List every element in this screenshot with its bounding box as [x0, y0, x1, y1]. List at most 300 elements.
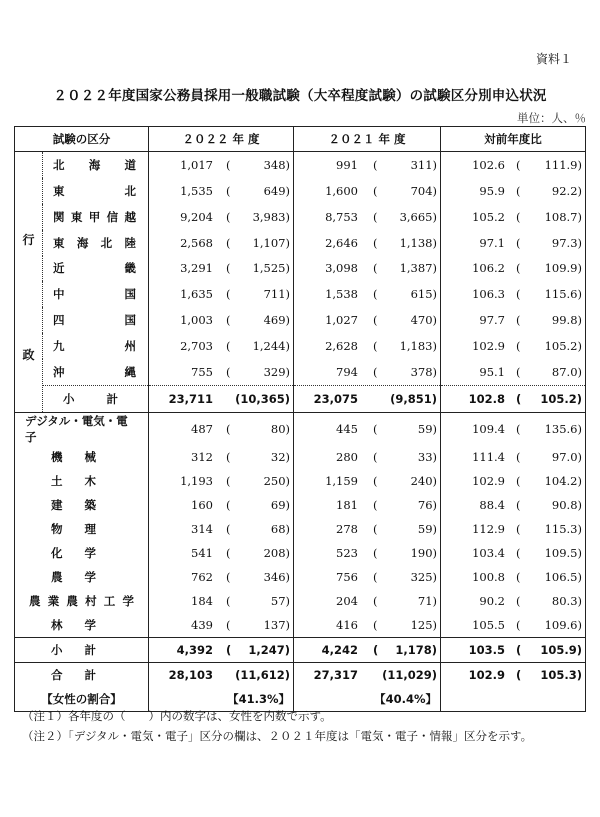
- total-label: [15, 663, 149, 688]
- label-char: 海: [76, 235, 89, 250]
- cell-ratio: [441, 541, 586, 565]
- ratio-value: 88.4: [479, 498, 505, 512]
- value-pair: [149, 594, 293, 608]
- row-label: [15, 497, 148, 513]
- cell-ratio: [441, 230, 586, 256]
- cell-2021: [294, 541, 441, 565]
- cell-ratio: [441, 152, 586, 178]
- value-pair: [149, 287, 293, 301]
- table-row: [15, 152, 586, 178]
- row-label: [43, 286, 148, 302]
- table-row: [15, 445, 586, 469]
- total-value: 1,538: [325, 287, 358, 302]
- header-ratio: 対前年度比: [441, 127, 586, 152]
- value-pair: [149, 236, 293, 250]
- female-ratio-value: ( 106.5): [516, 570, 582, 584]
- cell-ratio: [441, 281, 586, 307]
- label-char: 甲: [88, 209, 101, 224]
- application-status-table: [14, 126, 586, 712]
- cell-2022: [149, 493, 294, 517]
- total-value: 2,646: [325, 235, 358, 250]
- table-row: [15, 469, 586, 493]
- female-ratio-value: ( 105.9): [516, 643, 582, 657]
- category-label: [43, 178, 149, 204]
- value-pair: [294, 643, 440, 657]
- total-value: 2,628: [325, 339, 358, 354]
- row-label: [15, 569, 148, 585]
- label-char: 畿: [124, 261, 136, 276]
- ratio-pair: [441, 184, 585, 198]
- row-label: [15, 593, 148, 609]
- label-char: 理: [84, 522, 96, 536]
- cell-2022: [149, 613, 294, 638]
- value-pair: [149, 339, 293, 353]
- value-pair: [149, 158, 293, 172]
- label-char: 北: [124, 183, 136, 198]
- category-label: [43, 359, 149, 385]
- row-label: [43, 364, 148, 380]
- ratio-pair: [441, 618, 585, 632]
- female-value: ( 711): [226, 287, 290, 302]
- ratio-pair: [441, 365, 585, 379]
- cell-2022: [149, 589, 294, 613]
- label-char: 東: [70, 209, 83, 224]
- female-value: ( 346): [226, 570, 290, 584]
- label-char: 東: [53, 183, 65, 198]
- subtotal-label: [15, 638, 149, 663]
- female-value: ( 649): [226, 183, 290, 198]
- female-ratio-value: ( 105.3): [516, 668, 582, 682]
- cell-2021: [294, 493, 441, 517]
- value-pair: [149, 668, 293, 682]
- gov-group-label: [15, 152, 43, 413]
- cell-ratio: [441, 493, 586, 517]
- female-value: (10,365): [235, 391, 290, 406]
- label-char: 九: [53, 339, 65, 354]
- category-label: [15, 541, 149, 565]
- cell-2022: [149, 281, 294, 307]
- category-label: [15, 517, 149, 541]
- label-char: 縄: [124, 365, 136, 379]
- female-value: ( 325): [373, 570, 437, 584]
- page-title: ２０２２年度国家公務員採用一般職試験（大卒程度試験）の試験区分別申込状況: [53, 88, 547, 104]
- row-label: [15, 413, 148, 445]
- row-label: [43, 235, 148, 251]
- cell-2022: [149, 230, 294, 256]
- female-value: ( 32): [226, 450, 290, 464]
- female-value: ( 1,244): [226, 339, 290, 354]
- cell-2022: [149, 204, 294, 230]
- value-pair: [149, 365, 293, 379]
- ratio-value: 109.4: [472, 422, 505, 436]
- cell-2022: [149, 663, 294, 688]
- ratio-pair: [441, 474, 585, 488]
- female-ratio-value: ( 109.6): [516, 618, 582, 632]
- label-char: 化: [51, 546, 63, 560]
- value-pair: [294, 422, 440, 436]
- category-label: [43, 333, 149, 359]
- cell-2021: [294, 469, 441, 493]
- grand-total-row: [15, 663, 586, 688]
- total-value: 204: [336, 594, 358, 608]
- total-value: 445: [336, 422, 358, 436]
- value-pair: [294, 261, 440, 275]
- label-char: 中: [53, 287, 65, 302]
- label-char: 計: [84, 643, 96, 657]
- table-row: [15, 613, 586, 638]
- label-char: 械: [84, 450, 96, 464]
- total-value: 756: [336, 570, 358, 584]
- cell-ratio: [441, 413, 586, 446]
- ratio-pair: [441, 570, 585, 584]
- value-pair: [149, 450, 293, 464]
- cell-2022: [149, 359, 294, 385]
- cell-2022: [149, 638, 294, 663]
- total-value: 4,242: [321, 643, 358, 657]
- cell-2022: [149, 152, 294, 178]
- header-category: 試験の区分: [15, 127, 149, 152]
- total-value: 280: [336, 450, 358, 464]
- value-pair: [149, 643, 293, 657]
- female-value: ( 470): [373, 313, 437, 328]
- total-value: 541: [191, 546, 213, 560]
- label-char: 木: [84, 474, 96, 488]
- female-value: ( 33): [373, 450, 437, 464]
- label-char: 近: [53, 261, 65, 276]
- value-pair: [149, 546, 293, 560]
- total-value: 160: [191, 498, 213, 512]
- cell-2021: [294, 565, 441, 589]
- value-pair: [294, 210, 440, 224]
- label-char: 国: [124, 287, 136, 302]
- row-label: [43, 157, 148, 173]
- cell-2021: [294, 638, 441, 663]
- table-row: [15, 204, 586, 230]
- label-char: 築: [84, 498, 96, 512]
- label-char: 村: [85, 594, 97, 608]
- category-label: [43, 307, 149, 333]
- label-char: 州: [124, 339, 136, 354]
- ratio-pair: [441, 422, 585, 436]
- total-value: 762: [191, 570, 213, 584]
- cell-ratio: [441, 445, 586, 469]
- female-ratio-value: ( 115.3): [516, 522, 582, 536]
- value-pair: [149, 210, 293, 224]
- ratio-value: 95.1: [479, 365, 505, 379]
- total-value: 2,568: [180, 235, 213, 250]
- value-pair: [149, 261, 293, 275]
- total-value: 487: [191, 422, 213, 436]
- female-ratio-value: ( 105.2): [516, 391, 582, 406]
- total-value: 312: [191, 450, 213, 464]
- total-value: 3,291: [180, 261, 213, 276]
- value-pair: [149, 313, 293, 327]
- female-value: ( 76): [373, 498, 437, 512]
- total-value: 755: [191, 365, 213, 379]
- value-pair: [294, 184, 440, 198]
- cell-ratio: [441, 178, 586, 204]
- value-pair: [294, 313, 440, 327]
- table-row: [15, 178, 586, 204]
- female-value: ( 1,247): [226, 643, 290, 657]
- ratio-pair: [441, 668, 585, 682]
- female-value: ( 704): [373, 183, 437, 198]
- female-value: ( 208): [226, 546, 290, 560]
- label-char: 道: [124, 157, 136, 172]
- value-pair: [294, 339, 440, 353]
- ratio-value: 90.2: [479, 594, 505, 608]
- row-label: [15, 642, 148, 658]
- female-value: ( 311): [373, 157, 437, 172]
- total-value: 4,392: [176, 643, 213, 657]
- cell-2021: [294, 663, 441, 688]
- female-value: ( 69): [226, 498, 290, 512]
- cell-2022: [149, 385, 294, 412]
- value-pair: [149, 570, 293, 584]
- table-row: [15, 589, 586, 613]
- row-label: [15, 617, 148, 633]
- table-row: [15, 541, 586, 565]
- value-pair: [294, 392, 440, 406]
- cell-ratio: [441, 385, 586, 412]
- ratio-value: 100.8: [472, 570, 505, 584]
- cell-2021: [294, 204, 441, 230]
- value-pair: [149, 392, 293, 406]
- female-ratio-2022: 【41.3%】: [149, 687, 294, 712]
- row-label: [43, 183, 148, 199]
- cell-2021: [294, 281, 441, 307]
- label-char: 陸: [124, 235, 136, 250]
- ratio-value: 95.9: [479, 183, 505, 198]
- table-row: [15, 517, 586, 541]
- ratio-pair: [441, 236, 585, 250]
- female-value: ( 250): [226, 474, 290, 488]
- total-value: 523: [336, 546, 358, 560]
- label-char: 学: [84, 570, 96, 584]
- female-ratio-value: ( 109.9): [516, 261, 582, 276]
- label-char: 四: [53, 313, 65, 328]
- ratio-pair: [441, 643, 585, 657]
- female-value: ( 68): [226, 522, 290, 536]
- female-value: ( 1,387): [373, 261, 437, 276]
- value-pair: [294, 546, 440, 560]
- cell-2022: [149, 178, 294, 204]
- value-pair: [294, 287, 440, 301]
- female-ratio-value: ( 111.9): [516, 157, 582, 172]
- female-value: ( 1,138): [373, 235, 437, 250]
- female-value: ( 3,665): [373, 209, 437, 224]
- cell-2022: [149, 256, 294, 282]
- female-ratio-value: ( 104.2): [516, 474, 582, 488]
- total-value: 23,711: [168, 391, 213, 406]
- value-pair: [294, 158, 440, 172]
- female-ratio-value: ( 105.2): [516, 339, 582, 354]
- label-char: 工: [103, 594, 116, 608]
- female-value: ( 59): [373, 522, 437, 536]
- label-char: 北: [100, 235, 113, 250]
- label-char: 小: [63, 391, 75, 406]
- total-value: 439: [191, 618, 213, 632]
- value-pair: [294, 450, 440, 464]
- ratio-value: 102.9: [472, 474, 505, 488]
- total-value: 8,753: [325, 209, 358, 224]
- cell-ratio: [441, 204, 586, 230]
- cell-2021: [294, 413, 441, 446]
- female-value: ( 240): [373, 474, 437, 488]
- ratio-pair: [441, 313, 585, 327]
- female-ratio-value: ( 135.6): [516, 422, 582, 436]
- label-char: 越: [124, 209, 136, 224]
- ratio-pair: [441, 546, 585, 560]
- subtotal-label: [43, 385, 149, 412]
- female-value: ( 71): [373, 594, 437, 608]
- label-char: 建: [51, 498, 63, 512]
- label-char: 計: [84, 668, 96, 682]
- cell-2022: [149, 413, 294, 446]
- female-value: ( 3,983): [226, 209, 290, 224]
- label-char: 海: [88, 157, 101, 172]
- female-value: ( 469): [226, 313, 290, 328]
- label-char: 沖: [53, 365, 65, 379]
- female-value: ( 348): [226, 157, 290, 172]
- total-value: 1,635: [180, 287, 213, 302]
- ratio-value: 97.1: [479, 235, 505, 250]
- table-row: [15, 359, 586, 385]
- value-pair: [149, 498, 293, 512]
- female-ratio-2021: 【40.4%】: [294, 687, 441, 712]
- note-2: （注２）「デジタル・電気・電子」区分の欄は、２０２１年度は「電気・電子・情報」区分を示す。: [22, 729, 533, 743]
- ratio-value: 106.2: [472, 261, 505, 276]
- tech-subtotal-row: [15, 638, 586, 663]
- ratio-value: 102.9: [468, 668, 505, 682]
- category-label: [43, 256, 149, 282]
- cell-2021: [294, 178, 441, 204]
- cell-2022: [149, 333, 294, 359]
- value-pair: [149, 522, 293, 536]
- label-char: 関: [53, 209, 65, 224]
- ratio-pair: [441, 498, 585, 512]
- ratio-pair: [441, 522, 585, 536]
- ratio-value: 105.2: [472, 209, 505, 224]
- table-row: [15, 333, 586, 359]
- label-char: 農: [66, 594, 78, 608]
- female-value: ( 137): [226, 618, 290, 632]
- label-char: 国: [124, 313, 136, 328]
- total-value: 794: [336, 365, 358, 379]
- ratio-value: 106.3: [472, 287, 505, 302]
- gov-subtotal-row: [15, 385, 586, 412]
- value-pair: [294, 522, 440, 536]
- row-label: [43, 260, 148, 276]
- female-value: ( 1,525): [226, 261, 290, 276]
- female-value: ( 615): [373, 287, 437, 302]
- female-ratio-value: ( 80.3): [516, 594, 582, 608]
- value-pair: [294, 594, 440, 608]
- value-pair: [294, 474, 440, 488]
- label-char: 合: [51, 668, 63, 682]
- ratio-pair: [441, 450, 585, 464]
- total-value: 28,103: [168, 668, 213, 682]
- cell-ratio: [441, 613, 586, 638]
- value-pair: [149, 474, 293, 488]
- female-value: ( 378): [373, 365, 437, 379]
- cell-2021: [294, 517, 441, 541]
- total-value: 278: [336, 522, 358, 536]
- ratio-value: 97.7: [479, 313, 505, 328]
- cell-2021: [294, 230, 441, 256]
- total-value: 1,027: [325, 313, 358, 328]
- ratio-value: 102.8: [468, 391, 505, 406]
- cell-2021: [294, 385, 441, 412]
- label-char: 機: [51, 450, 63, 464]
- total-value: 184: [191, 594, 213, 608]
- label-char: 農: [29, 594, 41, 608]
- row-label: [43, 312, 148, 328]
- female-value: ( 1,178): [373, 643, 437, 657]
- ratio-value: 112.9: [472, 522, 505, 536]
- label-char: 小: [51, 643, 63, 657]
- table-header-row: [15, 127, 586, 152]
- female-ratio-value: ( 108.7): [516, 209, 582, 224]
- total-value: 1,535: [180, 183, 213, 198]
- label-char: 土: [51, 474, 63, 488]
- value-pair: [149, 422, 293, 436]
- cell-ratio: [441, 333, 586, 359]
- value-pair: [294, 365, 440, 379]
- cell-ratio: [441, 517, 586, 541]
- female-value: (11,612): [235, 668, 290, 682]
- label-char: デジタル・電気・電子: [25, 414, 128, 444]
- total-value: 23,075: [313, 391, 358, 406]
- table-row: [15, 493, 586, 517]
- ratio-value: 102.9: [472, 339, 505, 354]
- female-value: (11,029): [382, 668, 437, 682]
- row-label: [15, 473, 148, 489]
- category-label: [15, 445, 149, 469]
- label-char: 計: [106, 391, 118, 406]
- total-value: 991: [336, 157, 358, 172]
- ratio-value: 103.5: [468, 643, 505, 657]
- label-char: 業: [47, 594, 60, 608]
- female-value: ( 190): [373, 546, 437, 560]
- row-label: [15, 521, 148, 537]
- label-char: 林: [51, 618, 63, 632]
- label-char: 北: [53, 157, 65, 172]
- cell-2022: [149, 541, 294, 565]
- category-label: [15, 469, 149, 493]
- ratio-pair: [441, 210, 585, 224]
- row-label: [15, 667, 148, 683]
- category-label: [15, 493, 149, 517]
- header-2022: ２０２２ 年 度: [149, 127, 294, 152]
- value-pair: [294, 668, 440, 682]
- value-pair: [149, 618, 293, 632]
- female-ratio-value: ( 97.3): [516, 235, 582, 250]
- total-value: 1,017: [180, 157, 213, 172]
- ratio-pair: [441, 392, 585, 406]
- cell-2021: [294, 333, 441, 359]
- cell-ratio: [441, 469, 586, 493]
- total-value: 9,204: [180, 209, 213, 224]
- value-pair: [294, 236, 440, 250]
- cell-2021: [294, 256, 441, 282]
- category-label: [43, 230, 149, 256]
- cell-ratio: [441, 589, 586, 613]
- female-ratio-label: 【女性の割合】: [15, 687, 149, 712]
- row-label: [15, 545, 148, 561]
- cell-ratio: [441, 359, 586, 385]
- category-label: [15, 613, 149, 638]
